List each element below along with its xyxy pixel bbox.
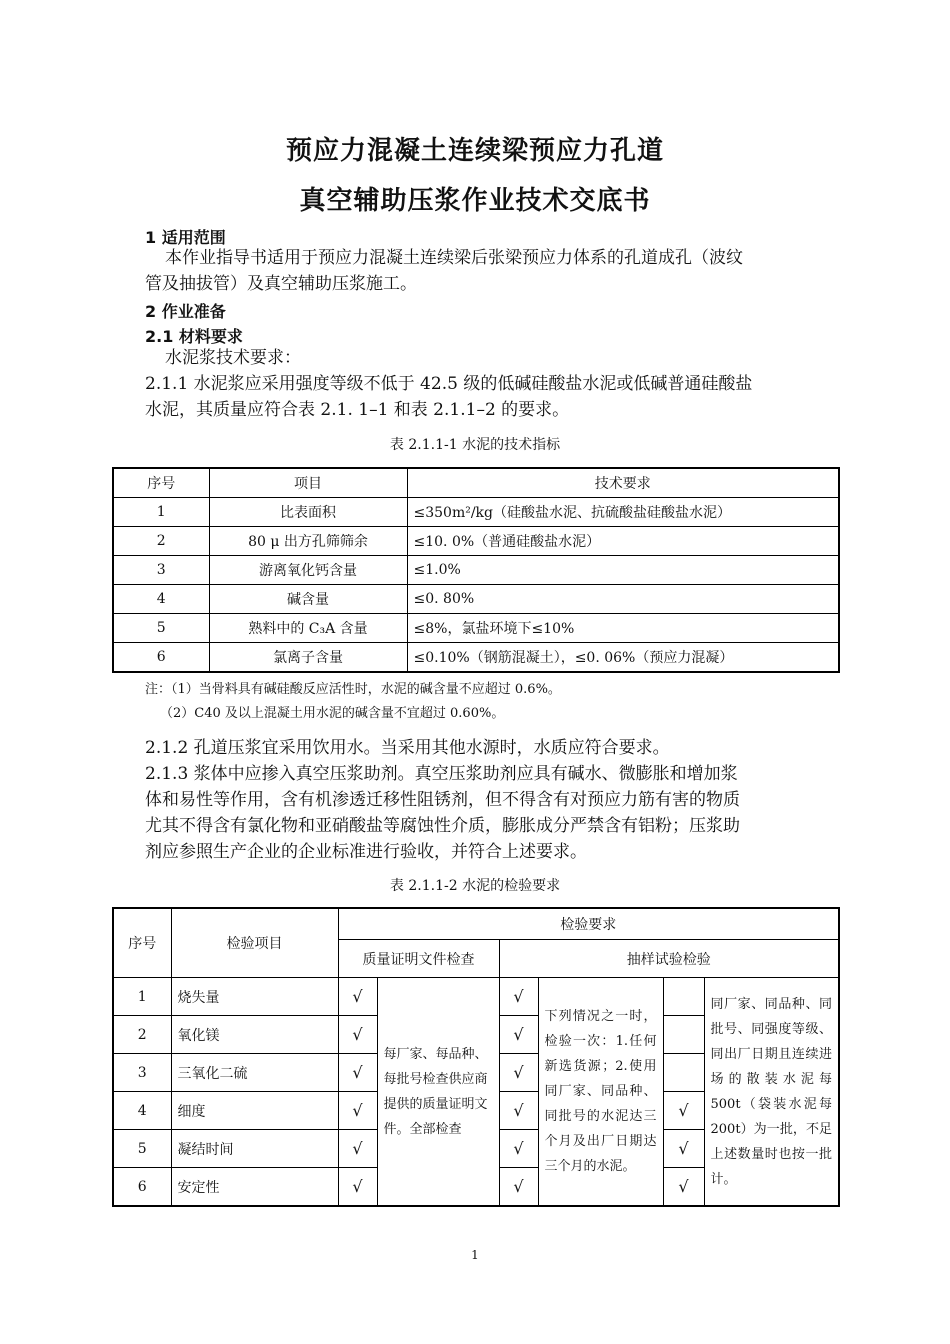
table2-header-doc-check: 质量证明文件检查 bbox=[338, 940, 499, 978]
check-mark: √ bbox=[499, 1168, 538, 1207]
check-mark: √ bbox=[663, 1092, 704, 1130]
table2-no: 2 bbox=[113, 1016, 171, 1054]
table1-cell: 比表面积 bbox=[209, 498, 407, 527]
para-2-1-1-line1: 2.1.1 水泥浆应采用强度等级不低于 42.5 级的低碱硅酸盐水泥或低碱普通硅酸盐 bbox=[145, 374, 753, 394]
table-row bbox=[113, 527, 839, 556]
table2-caption: 表 2.1.1-2 水泥的检验要求 bbox=[389, 878, 561, 894]
table1-cell: 熟料中的 C₃A 含量 bbox=[209, 614, 407, 643]
check-mark: √ bbox=[338, 1092, 377, 1130]
table2-item: 烧失量 bbox=[171, 978, 338, 1016]
table1-cell: 碱含量 bbox=[209, 585, 407, 614]
section-1-heading: 1 适用范围 bbox=[145, 228, 226, 247]
doc-title-line2: 真空辅助压浆作业技术交底书 bbox=[299, 186, 651, 216]
table2-item: 三氧化二硫 bbox=[171, 1054, 338, 1092]
table1-header-cell: 项目 bbox=[209, 468, 407, 498]
table1-header-row bbox=[113, 468, 839, 498]
table1-note-1: 注：（1）当骨料具有碱硅酸反应活性时，水泥的碱含量不应超过 0.6%。 bbox=[145, 682, 561, 697]
table2-no: 1 bbox=[113, 978, 171, 1016]
table2-header-sample-test: 抽样试验检验 bbox=[499, 940, 839, 978]
table2-batch-text: 同厂家、同品种、同批号、同强度等级、同出厂日期且连续进场的散装水泥每 500t（袋装水泥每 200t）为一批，不足上述数量时也按一批计。 bbox=[704, 978, 839, 1207]
table2-no: 5 bbox=[113, 1130, 171, 1168]
table1-cell: 氯离子含量 bbox=[209, 643, 407, 673]
table2-header-no: 序号 bbox=[113, 908, 171, 978]
table2-item: 凝结时间 bbox=[171, 1130, 338, 1168]
table-row bbox=[113, 643, 839, 673]
table2-header-requirement: 检验要求 bbox=[338, 908, 839, 940]
table1-cell: ≤10. 0%（普通硅酸盐水泥） bbox=[407, 527, 839, 556]
table2-empty-cell bbox=[663, 978, 704, 1016]
check-mark: √ bbox=[338, 1016, 377, 1054]
table2-no: 4 bbox=[113, 1092, 171, 1130]
table2-sample-text: 下列情况之一时，检验一次：1.任何新选货源；2.使用同厂家、同品种、同批号的水泥达三个月及出厂日期达三个月的水泥。 bbox=[538, 978, 663, 1207]
check-mark: √ bbox=[499, 1016, 538, 1054]
check-mark: √ bbox=[338, 1130, 377, 1168]
section-1-body-line1: 本作业指导书适用于预应力混凝土连续梁后张梁预应力体系的孔道成孔（波纹 bbox=[165, 248, 743, 268]
check-mark: √ bbox=[499, 978, 538, 1016]
check-mark: √ bbox=[663, 1168, 704, 1207]
para-2-1-2: 2.1.2 孔道压浆宜采用饮用水。当采用其他水源时，水质应符合要求。 bbox=[145, 738, 670, 758]
table2-empty-cell bbox=[663, 1054, 704, 1092]
check-mark: √ bbox=[338, 978, 377, 1016]
table1-note-2: （2）C40 及以上混凝土用水泥的碱含量不宜超过 0.60%。 bbox=[160, 706, 505, 721]
table-row bbox=[113, 614, 839, 643]
table2-item: 细度 bbox=[171, 1092, 338, 1130]
doc-title-line1: 预应力混凝土连续梁预应力孔道 bbox=[285, 136, 664, 166]
table-row bbox=[113, 978, 839, 1016]
table1-technical-indicators bbox=[112, 467, 840, 673]
para-2-1-1-line2: 水泥，其质量应符合表 2.1. 1–1 和表 2.1.1–2 的要求。 bbox=[145, 400, 570, 420]
para-2-1-3-line4: 剂应参照生产企业的企业标准进行验收，并符合上述要求。 bbox=[145, 842, 587, 862]
check-mark: √ bbox=[499, 1092, 538, 1130]
para-2-1-3-line2: 体和易性等作用，含有机渗透迁移性阻锈剂，但不得含有对预应力筋有害的物质 bbox=[145, 790, 740, 810]
table-row bbox=[113, 556, 839, 585]
table1-cell: ≤0.10%（钢筋混凝土），≤0. 06%（预应力混凝） bbox=[407, 643, 839, 673]
section-1-body-line2: 管及抽拔管）及真空辅助压浆施工。 bbox=[145, 274, 417, 294]
check-mark: √ bbox=[499, 1054, 538, 1092]
table1-cell: ≤350m²/kg（硅酸盐水泥、抗硫酸盐硅酸盐水泥） bbox=[407, 498, 839, 527]
table2-item: 安定性 bbox=[171, 1168, 338, 1207]
check-mark: √ bbox=[663, 1130, 704, 1168]
table2-item: 氧化镁 bbox=[171, 1016, 338, 1054]
table2-doc-text: 每厂家、每品种、每批号检查供应商提供的质量证明文件。全部检查 bbox=[377, 978, 499, 1207]
table-row bbox=[113, 585, 839, 614]
table1-cell: 5 bbox=[113, 614, 209, 643]
table2-no: 6 bbox=[113, 1168, 171, 1207]
table1-caption: 表 2.1.1-1 水泥的技术指标 bbox=[389, 437, 561, 453]
table1-cell: 2 bbox=[113, 527, 209, 556]
para-2-1-3-line3: 尤其不得含有氯化物和亚硝酸盐等腐蚀性介质，膨胀成分严禁含有铝粉；压浆助 bbox=[145, 816, 740, 836]
table2-inspection-requirements bbox=[112, 907, 840, 1207]
check-mark: √ bbox=[499, 1130, 538, 1168]
table2-empty-cell bbox=[663, 1016, 704, 1054]
table2-header-row bbox=[113, 908, 839, 940]
table1-cell: 3 bbox=[113, 556, 209, 585]
table1-cell: 游离氧化钙含量 bbox=[209, 556, 407, 585]
table1-header-cell: 序号 bbox=[113, 468, 209, 498]
table2-no: 3 bbox=[113, 1054, 171, 1092]
table1-cell: 6 bbox=[113, 643, 209, 673]
table1-cell: ≤0. 80% bbox=[407, 585, 839, 614]
section-2-1-heading: 2.1 材料要求 bbox=[145, 327, 243, 346]
check-mark: √ bbox=[338, 1168, 377, 1207]
table-row bbox=[113, 498, 839, 527]
table2-header-item: 检验项目 bbox=[171, 908, 338, 978]
cement-intro: 水泥浆技术要求： bbox=[165, 348, 301, 368]
table1-header-cell: 技术要求 bbox=[407, 468, 839, 498]
table1-cell: 4 bbox=[113, 585, 209, 614]
para-2-1-3-line1: 2.1.3 浆体中应掺入真空压浆助剂。真空压浆助剂应具有碱水、微膨胀和增加浆 bbox=[145, 764, 738, 784]
check-mark: √ bbox=[338, 1054, 377, 1092]
table1-cell: 1 bbox=[113, 498, 209, 527]
table1-cell: ≤8%，氯盐环境下≤10% bbox=[407, 614, 839, 643]
table1-cell: ≤1.0% bbox=[407, 556, 839, 585]
page-number: 1 bbox=[471, 1248, 479, 1262]
section-2-heading: 2 作业准备 bbox=[145, 302, 226, 321]
table1-cell: 80 μ 出方孔筛筛余 bbox=[209, 527, 407, 556]
